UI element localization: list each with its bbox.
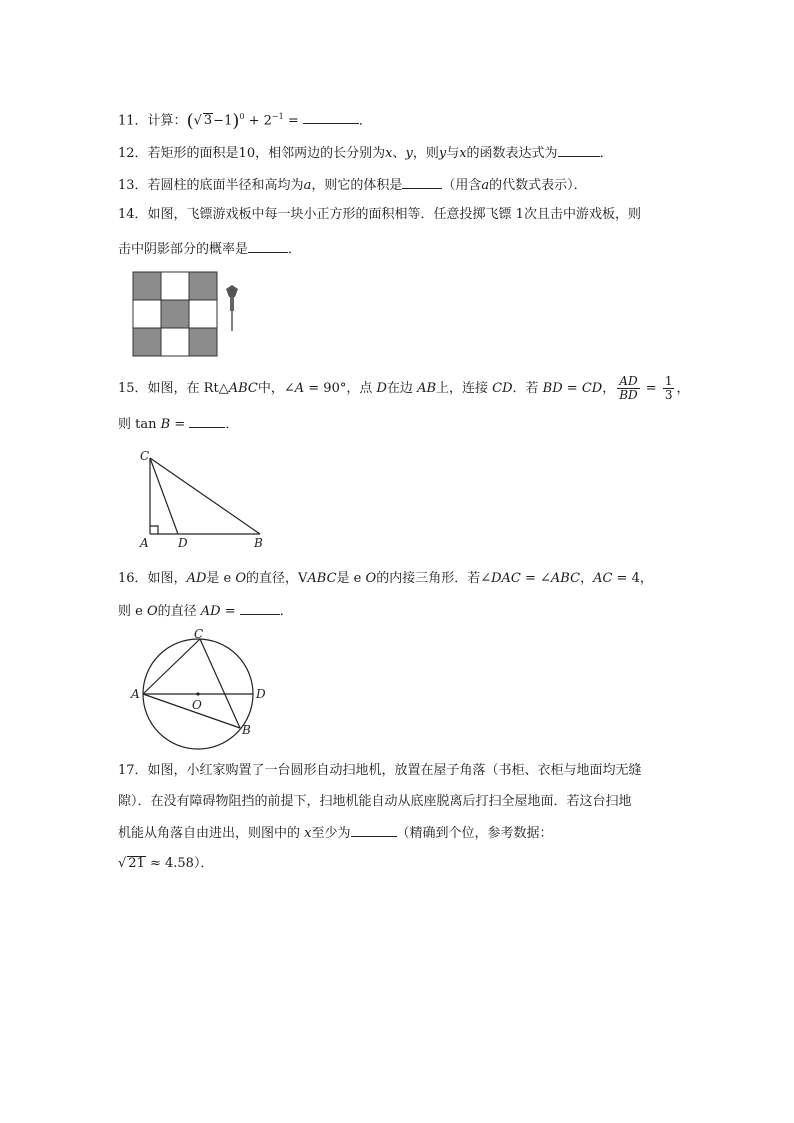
var: B (160, 417, 171, 432)
punct: ． (288, 242, 302, 257)
question-14-line-2 (118, 240, 301, 259)
fraction-ad-bd (617, 375, 639, 402)
question-text: ，则 (412, 146, 439, 161)
question-number: 12． (118, 146, 148, 161)
fraction-one-third (663, 375, 675, 402)
question-13 (118, 176, 587, 195)
var: a (303, 178, 312, 193)
question-text: 的代数式表示）． (489, 178, 587, 193)
sqrt-argument: 21 (128, 856, 145, 871)
question-15-line-2 (118, 415, 238, 434)
answer-blank[interactable] (558, 144, 600, 157)
question-text: 若矩形的面积是10，相邻两边的长分别为 (147, 146, 386, 161)
denominator: BD (619, 388, 638, 402)
var: y (438, 146, 447, 161)
question-text: 是 e (206, 571, 236, 586)
expr-part: = (170, 417, 190, 432)
question-text: 如图，在 Rt△ (147, 381, 229, 396)
question-text: = 4， (612, 571, 653, 586)
answer-blank[interactable] (189, 415, 225, 428)
board-cell (189, 328, 217, 356)
question-number: 16． (118, 571, 148, 586)
sqrt-argument: 3 (203, 113, 213, 129)
question-14-line-1 (118, 206, 641, 224)
question-text: ．若 (512, 381, 543, 396)
answer-blank[interactable] (402, 176, 442, 189)
question-text: 的内接三角形．若∠ (376, 571, 492, 586)
question-number: 13． (118, 178, 148, 193)
question-text: 是 e (336, 571, 366, 586)
answer-blank[interactable] (248, 240, 288, 253)
board-cell (189, 300, 217, 328)
punct: ， (602, 381, 616, 396)
question-text: ≈ 4.58）． (145, 856, 214, 871)
question-text: 则 tan (118, 417, 161, 432)
board-cell (161, 272, 189, 300)
board-cell (133, 328, 161, 356)
vertex-label-d: D (178, 536, 188, 550)
var: x (385, 146, 393, 161)
question-number: 15． (118, 381, 148, 396)
var: O (146, 604, 158, 619)
question-12 (118, 144, 613, 163)
punct: ． (599, 146, 613, 161)
expr-part: −1 (213, 113, 233, 129)
punct: 、 (392, 146, 406, 161)
question-17-line-3 (118, 824, 553, 843)
question-text: 计算： (147, 113, 187, 129)
expr-part: = (641, 381, 661, 396)
question-text: 如图，小红家购置了一台圆形自动扫地机，放置在屋子角落（书柜、衣柜与地面均无缝 (147, 763, 642, 778)
question-15-line-1 (118, 375, 690, 402)
question-number: 11． (118, 113, 148, 129)
var: ABC (228, 381, 258, 396)
var: a (481, 178, 490, 193)
board-cell (161, 328, 189, 356)
denominator: 3 (664, 388, 673, 402)
var: D (376, 381, 387, 396)
question-text: 的直径，V (246, 571, 308, 586)
var: AD (200, 604, 221, 619)
var: ABC (307, 571, 337, 586)
question-text: ，则它的体积是 (311, 178, 403, 193)
var: CD (581, 381, 603, 396)
var: BD (542, 381, 563, 396)
punct: ． (358, 113, 372, 129)
question-text: 如图， (147, 571, 187, 586)
board-cell (133, 300, 161, 328)
board-cell (161, 300, 189, 328)
question-text: 击中阴影部分的概率是 (118, 242, 249, 257)
board-cell (133, 272, 161, 300)
question-17-line-1 (118, 762, 642, 780)
question-text: （精确到个位，参考数据： (396, 826, 553, 841)
question-text: 的函数表达式为 (466, 146, 558, 161)
var: AB (417, 381, 437, 396)
question-text: 隙）．在没有障碍物阻挡的前提下，扫地机能自动从底座脱离后打扫全屋地面．若这台扫地 (118, 794, 632, 809)
circle-figure (128, 628, 273, 752)
var: x (459, 146, 467, 161)
var: y (405, 146, 413, 161)
question-11: 11．计算：(√ $3-1)^0 + 2^{-1}$ = ． (118, 110, 372, 132)
question-text: 如图，飞镖游戏板中每一块小正方形的面积相等．任意投掷飞镖 1次且击中游戏板，则 (147, 207, 641, 222)
question-text: 至少为 (311, 826, 351, 841)
var: AD (186, 571, 207, 586)
answer-blank[interactable] (303, 111, 359, 124)
var: A (294, 381, 305, 396)
question-16-line-1 (118, 570, 653, 588)
vertex-label-b: B (242, 723, 251, 737)
punct: ． (225, 417, 239, 432)
var: DAC (491, 571, 521, 586)
exponent: 0 (239, 112, 245, 121)
expr-part: + 2 (244, 113, 272, 129)
dart-icon (226, 285, 238, 331)
question-text: 机能从角落自由进出，则图中的 (118, 826, 305, 841)
var: ABC (550, 571, 581, 586)
vertex-label-c: C (140, 449, 150, 463)
numerator: AD (617, 375, 639, 389)
question-text: 中，∠ (257, 381, 295, 396)
question-17-line-4: √ 21 ≈ 4.58）． (118, 856, 214, 871)
vertex-label-a: A (131, 687, 140, 701)
triangle-figure (132, 446, 272, 552)
question-text: 则 e (118, 604, 147, 619)
center-label-o: O (192, 698, 202, 712)
question-text: 上，连接 (436, 381, 493, 396)
question-number: 17． (118, 763, 148, 778)
question-text: = 90°，点 (304, 381, 377, 396)
exponent: −1 (271, 112, 284, 121)
expr-part: = (220, 604, 240, 619)
question-text: = (562, 381, 582, 396)
question-text: （用含 (442, 178, 482, 193)
question-text: 若圆柱的底面半径和高均为 (147, 178, 304, 193)
punct: ， (676, 381, 690, 396)
board-cell (189, 272, 217, 300)
punct: ． (279, 604, 293, 619)
vertex-label-b: B (254, 536, 263, 550)
numerator: 1 (664, 374, 673, 388)
answer-blank[interactable] (351, 824, 397, 837)
var: x (304, 826, 312, 841)
var: AC (593, 571, 613, 586)
expr-part: = (283, 113, 303, 129)
question-text: 在边 (386, 381, 418, 396)
question-number: 14． (118, 207, 148, 222)
question-text: 的直径 (157, 604, 201, 619)
dartboard-figure (132, 271, 252, 361)
var: CD (492, 381, 513, 396)
vertex-label-c: C (194, 628, 204, 641)
question-17-line-2 (118, 793, 632, 811)
question-text: = ∠ (520, 571, 551, 586)
question-16-line-2 (118, 602, 293, 621)
vertex-label-a: A (140, 536, 149, 550)
var: O (235, 571, 247, 586)
question-text: 与 (446, 146, 460, 161)
vertex-label-d: D (256, 687, 266, 701)
var: O (365, 571, 377, 586)
answer-blank[interactable] (240, 602, 280, 615)
punct: ， (580, 571, 594, 586)
